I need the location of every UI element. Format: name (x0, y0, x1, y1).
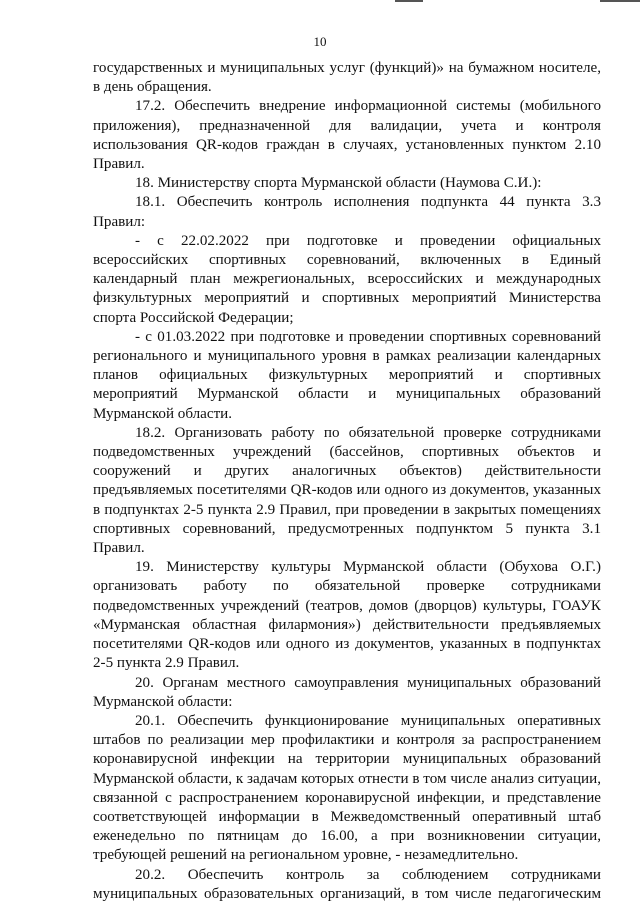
paragraph-20-1: 20.1. Обеспечить функционирование муниципальных оперативных штабов по реализации мер профилактики и контроля за распространением коронавирусной инфекции на территории муниципальных образований Мурманской области, к задачам которых отнести в том числе анализ ситуации, связанной с распространением коронавирусной инфекции, и представление соответствующей информации в Межведомственный оперативный штаб еженедельно по пятницам до 16.00, а при возникновении ситуации, требующей решений на региональном уровне, - незамедлительно. (93, 712, 601, 864)
paragraph: государственных и муниципальных услуг (функций)» на бумажном носителе, в день обращения. (93, 60, 601, 96)
paragraph-17-2: 17.2. Обеспечить внедрение информационной системы (мобильного приложения), предназначенной для валидации, учета и контроля использования QR-кодов граждан в случаях, установленных пунктом 2.10 Правил. (93, 98, 601, 173)
paragraph-20: 20. Органам местного самоуправления муниципальных образований Мурманской области: (93, 674, 601, 710)
paragraph-18-2: 18.2. Организовать работу по обязательной проверке сотрудниками подведомственных учреждений (бассейнов, спортивных объектов и сооружений и других аналогичных объектов) действительности предъявляемых посетителями QR-кодов или одного из документов, указанных в подпунктах 2-5 пункта 2.9 Правил, при проведении в закрытых помещениях спортивных соревнований, предусмотренных подпунктом 5 пункта 3.1 Правил. (93, 424, 601, 557)
paragraph-19: 19. Министерству культуры Мурманской области (Обухова О.Г.) организовать работу по обязательной проверке сотрудниками подведомственных учреждений (театров, домов (дворцов) культуры, ГОАУК «Мурманская областная филармония») действительности предъявляемых посетителями QR-кодов или одного из документов, указанных в подпунктах 2-5 пункта 2.9 Правил. (93, 559, 601, 672)
document-body (93, 59, 601, 904)
list-item-22-02: - с 22.02.2022 при подготовке и проведении официальных всероссийских спортивных соревнований, включенных в Единый календарный план межрегиональных, всероссийских и международных физкультурных мероприятий и спортивных мероприятий Министерства спорта Российской Федерации; (93, 232, 601, 326)
page-number: 10 (313, 34, 327, 49)
paragraph-18-1: 18.1. Обеспечить контроль исполнения подпункта 44 пункта 3.3 Правил: (93, 194, 601, 230)
list-item-01-03: - с 01.03.2022 при подготовке и проведении спортивных соревнований регионального и муниципального уровня в рамках реализации календарных планов официальных физкультурных мероприятий и спортивных мероприятий Мурманской области и муниципальных образований Мурманской области. (93, 328, 601, 422)
paragraph-18: 18. Министерству спорта Мурманской области (Наумова С.И.): (135, 175, 542, 192)
scan-mark (395, 0, 423, 2)
scan-mark (600, 0, 640, 2)
paragraph-20-2: 20.2. Обеспечить контроль за соблюдением сотрудниками муниципальных образовательных организаций, в том числе педагогическим (93, 866, 601, 902)
